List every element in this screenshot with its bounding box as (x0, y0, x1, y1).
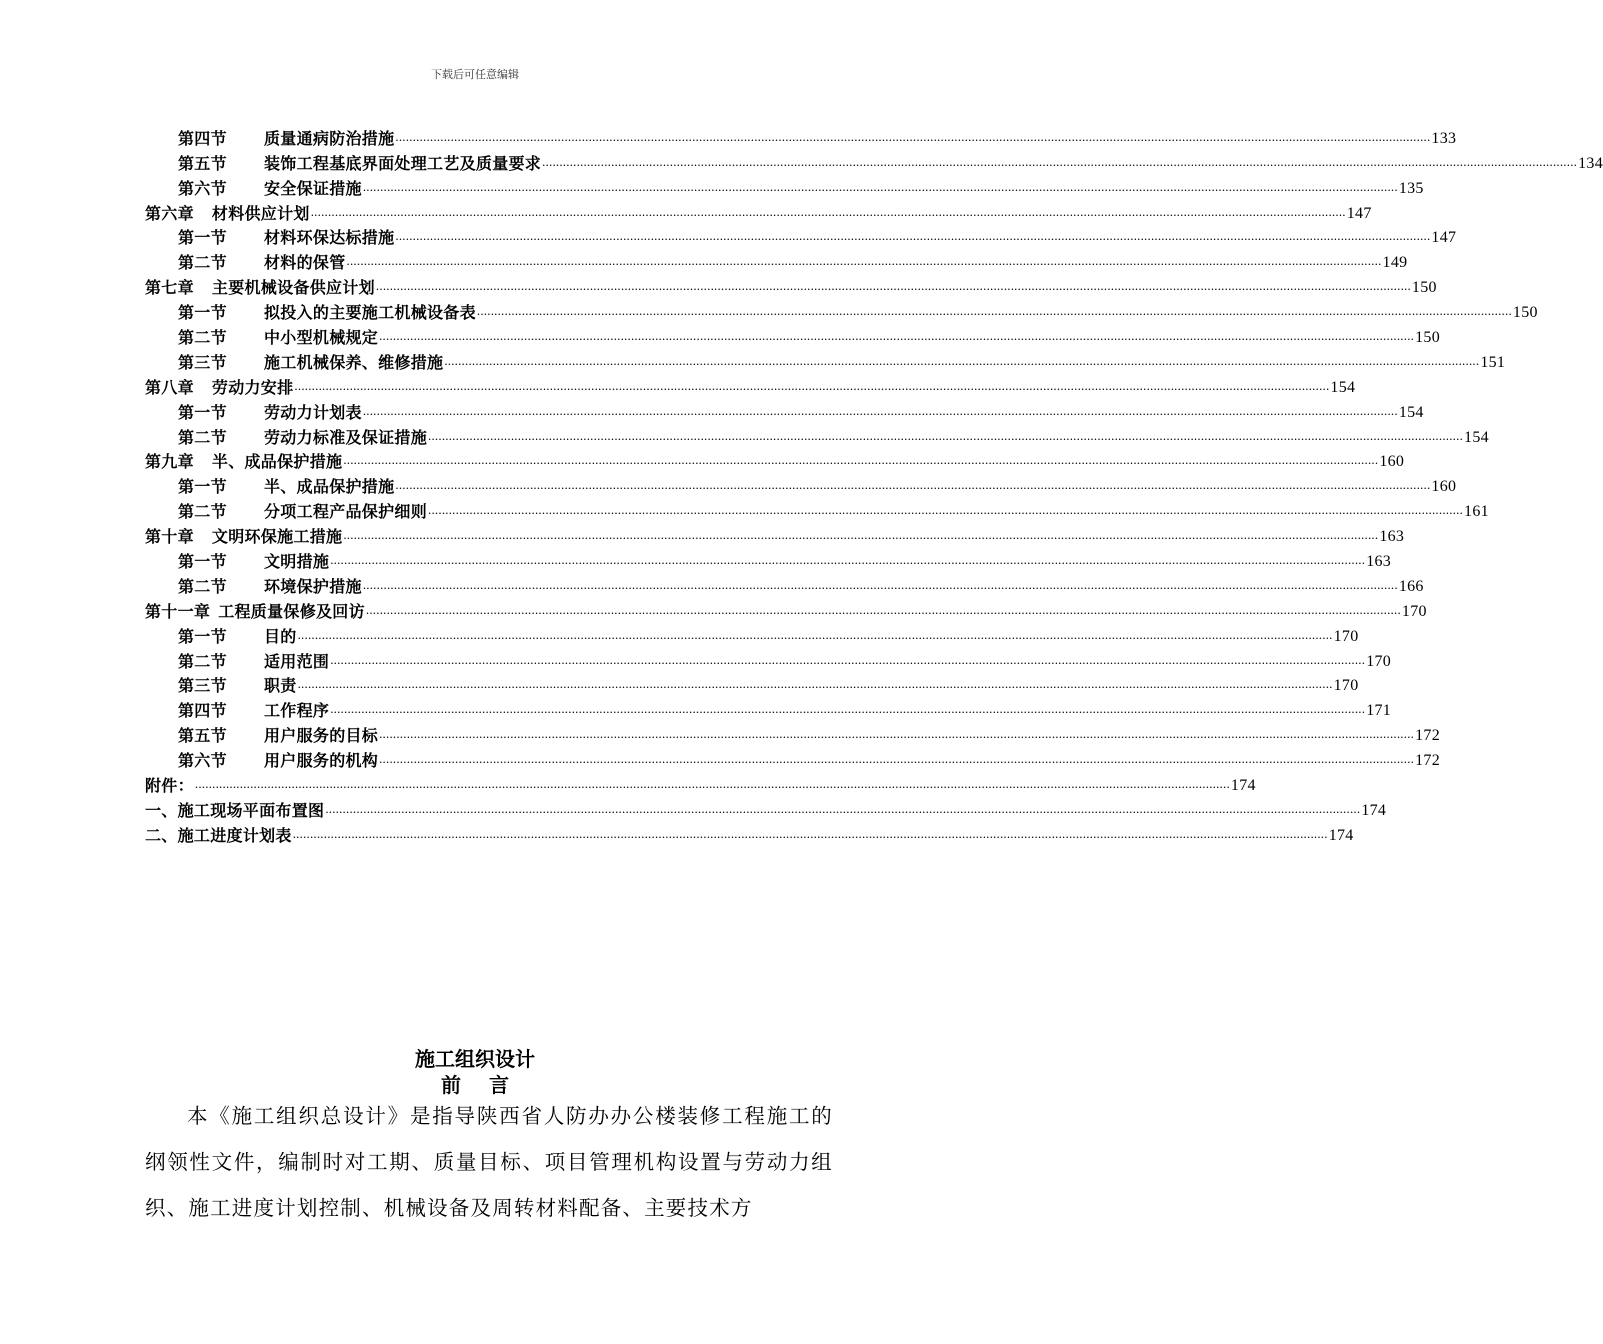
toc-entry-title: 装饰工程基底界面处理工艺及质量要求 (264, 153, 542, 173)
toc-entry[interactable] (145, 597, 1427, 622)
toc-entry[interactable] (145, 721, 1441, 746)
toc-entry-title: 主要机械设备供应计划 (211, 278, 375, 298)
toc-entry-title: 工程质量保修及回访 (218, 601, 365, 621)
toc-dot-leader: ............................................................................................................................................................................................................................................................................................................ (395, 477, 1431, 493)
toc-entry-page-number: 172 (1415, 727, 1441, 745)
toc-entry-page-number: 160 (1431, 478, 1457, 496)
toc-entry[interactable] (145, 647, 1392, 672)
toc-entry-number: 第一节 (178, 303, 227, 323)
toc-dot-leader: ............................................................................................................................................................................................................................................................................................................ (330, 701, 1366, 717)
toc-entry[interactable] (145, 124, 1457, 149)
toc-entry[interactable] (145, 696, 1392, 721)
toc-entry[interactable] (145, 672, 1359, 697)
toc-entry-page-number: 150 (1411, 279, 1437, 297)
toc-entry[interactable] (145, 622, 1359, 647)
toc-entry-page-number: 163 (1379, 528, 1405, 546)
toc-entry-title: 文明措施 (264, 552, 330, 572)
toc-dot-leader: ............................................................................................................................................................................................................................................................................................................ (343, 452, 1379, 468)
toc-entry-number: 第六节 (178, 178, 227, 198)
toc-entry-title: 工作程序 (264, 701, 330, 721)
toc-entry[interactable] (145, 398, 1424, 423)
toc-entry-number: 第二节 (178, 253, 227, 273)
toc-dot-leader: ............................................................................................................................................................................................................................................................................................................ (362, 402, 1398, 418)
document-title: 施工组织设计 (415, 1047, 535, 1071)
toc-entry-title: 一、施工现场平面布置图 (145, 800, 325, 820)
toc-entry-title: 材料环保达标措施 (264, 228, 395, 248)
toc-entry-title: 质量通病防治措施 (264, 128, 395, 148)
toc-entry-number: 第二节 (178, 427, 227, 447)
toc-entry-page-number: 154 (1398, 403, 1424, 421)
toc-dot-leader: ............................................................................................................................................................................................................................................................................................................ (365, 601, 1401, 617)
toc-entry-number: 第七章 (145, 278, 194, 298)
toc-entry[interactable] (145, 373, 1356, 398)
toc-entry-number: 第九章 (145, 452, 194, 472)
table-of-contents (145, 124, 1603, 846)
toc-entry-number: 第五节 (178, 726, 227, 746)
toc-entry-page-number: 166 (1398, 577, 1424, 595)
toc-dot-leader: ............................................................................................................................................................................................................................................................................................................ (330, 552, 1366, 568)
toc-dot-leader: ............................................................................................................................................................................................................................................................................................................ (343, 527, 1379, 543)
toc-entry-page-number: 154 (1464, 428, 1489, 446)
toc-entry-number: 第三节 (178, 676, 227, 696)
toc-entry[interactable] (145, 298, 1538, 323)
toc-entry-page-number: 172 (1415, 752, 1441, 770)
toc-entry-title: 中小型机械规定 (264, 328, 379, 348)
toc-entry-page-number: 170 (1366, 652, 1392, 670)
toc-dot-leader: ............................................................................................................................................................................................................................................................................................................ (542, 153, 1578, 169)
toc-entry-number: 第六章 (145, 203, 194, 223)
toc-entry[interactable] (145, 796, 1387, 821)
toc-entry-number: 第十一章 (145, 601, 211, 621)
toc-entry-title: 半、成品保护措施 (211, 452, 343, 472)
toc-entry[interactable] (145, 149, 1603, 174)
toc-entry-page-number: 161 (1464, 503, 1489, 521)
toc-entry-title: 拟投入的主要施工机械设备表 (264, 303, 476, 323)
toc-dot-leader: ............................................................................................................................................................................................................................................................................................................ (346, 253, 1382, 269)
toc-entry-title: 安全保证措施 (264, 178, 362, 198)
toc-entry-number: 第十章 (145, 527, 194, 547)
toc-dot-leader: ............................................................................................................................................................................................................................................................................................................ (379, 328, 1415, 344)
toc-entry[interactable] (145, 248, 1408, 273)
toc-entry-title: 施工机械保养、维修措施 (264, 352, 444, 372)
toc-entry-title: 劳动力安排 (211, 377, 294, 397)
toc-dot-leader: ............................................................................................................................................................................................................................................................................................................ (444, 352, 1480, 368)
toc-dot-leader: ............................................................................................................................................................................................................................................................................................................ (292, 825, 1328, 841)
toc-entry[interactable] (145, 771, 1256, 796)
toc-dot-leader: ............................................................................................................................................................................................................................................................................................................ (330, 651, 1366, 667)
toc-entry-page-number: 133 (1431, 129, 1457, 147)
toc-entry-number: 第六节 (178, 751, 227, 771)
toc-entry-title: 材料供应计划 (211, 203, 310, 223)
toc-entry-number: 第一节 (178, 552, 227, 572)
toc-entry[interactable] (145, 323, 1441, 348)
toc-entry-title: 材料的保管 (264, 253, 346, 273)
toc-entry-number: 第五节 (178, 153, 227, 173)
toc-entry-number: 第一节 (178, 402, 227, 422)
toc-entry-title: 劳动力计划表 (264, 402, 362, 422)
toc-entry[interactable] (145, 472, 1457, 497)
toc-entry-number: 第二节 (178, 651, 227, 671)
toc-entry[interactable] (145, 448, 1405, 473)
toc-dot-leader: ............................................................................................................................................................................................................................................................................................................ (297, 676, 1333, 692)
toc-entry-page-number: 134 (1578, 154, 1603, 172)
preface-paragraph: 本《施工组织总设计》是指导陕西省人防办办公楼装修工程施工的纲领性文件，编制时对工期、质量目标、项目管理机构设置与劳动力组织、施工进度计划控制、机械设备及周转材料配备、主要技术方 (145, 1104, 833, 1220)
toc-entry[interactable] (145, 174, 1424, 199)
toc-dot-leader: ............................................................................................................................................................................................................................................................................................................ (476, 303, 1512, 319)
toc-entry-title: 用户服务的目标 (264, 726, 379, 746)
toc-entry-page-number: 170 (1333, 677, 1359, 695)
toc-dot-leader: ............................................................................................................................................................................................................................................................................................................ (428, 502, 1464, 518)
toc-entry-page-number: 149 (1382, 254, 1408, 272)
toc-entry-page-number: 160 (1379, 453, 1405, 471)
toc-entry[interactable] (145, 199, 1372, 224)
toc-entry-title: 文明环保施工措施 (211, 527, 343, 547)
toc-entry[interactable] (145, 572, 1424, 597)
toc-entry-title: 劳动力标准及保证措施 (264, 427, 428, 447)
toc-entry-number: 第二节 (178, 328, 227, 348)
toc-entry-title: 附件： (145, 776, 194, 796)
toc-entry-title: 半、成品保护措施 (264, 477, 395, 497)
toc-entry[interactable] (145, 522, 1405, 547)
toc-entry-page-number: 147 (1346, 204, 1372, 222)
toc-entry-page-number: 163 (1366, 553, 1392, 571)
preface-heading: 前言 (441, 1073, 537, 1097)
toc-entry-number: 第三节 (178, 352, 227, 372)
toc-entry-number: 第四节 (178, 701, 227, 721)
toc-entry[interactable] (145, 224, 1457, 249)
toc-entry-page-number: 170 (1401, 602, 1427, 620)
toc-entry-page-number: 171 (1366, 702, 1392, 720)
toc-dot-leader: ............................................................................................................................................................................................................................................................................................................ (362, 178, 1398, 194)
toc-entry-title: 分项工程产品保护细则 (264, 502, 428, 522)
toc-entry-title: 职责 (264, 676, 297, 696)
toc-entry-title: 二、施工进度计划表 (145, 825, 292, 845)
toc-dot-leader: ............................................................................................................................................................................................................................................................................................................ (194, 776, 1230, 792)
toc-dot-leader: ............................................................................................................................................................................................................................................................................................................ (294, 377, 1330, 393)
toc-entry-page-number: 150 (1512, 304, 1538, 322)
toc-dot-leader: ............................................................................................................................................................................................................................................................................................................ (379, 751, 1415, 767)
toc-entry[interactable] (145, 547, 1392, 572)
toc-dot-leader: ............................................................................................................................................................................................................................................................................................................ (297, 626, 1333, 642)
toc-entry-page-number: 151 (1480, 353, 1506, 371)
toc-entry-page-number: 174 (1328, 826, 1354, 844)
toc-entry-number: 第四节 (178, 128, 227, 148)
toc-entry-title: 用户服务的机构 (264, 751, 379, 771)
toc-entry-number: 第二节 (178, 502, 227, 522)
toc-entry-page-number: 170 (1333, 627, 1359, 645)
toc-dot-leader: ............................................................................................................................................................................................................................................................................................................ (375, 278, 1411, 294)
toc-dot-leader: ............................................................................................................................................................................................................................................................................................................ (395, 128, 1431, 144)
toc-entry-page-number: 174 (1361, 801, 1387, 819)
toc-dot-leader: ............................................................................................................................................................................................................................................................................................................ (428, 427, 1464, 443)
toc-entry-number: 第一节 (178, 626, 227, 646)
toc-dot-leader: ............................................................................................................................................................................................................................................................................................................ (395, 228, 1431, 244)
toc-entry-page-number: 147 (1431, 229, 1457, 247)
toc-entry-title: 适用范围 (264, 651, 330, 671)
toc-entry-page-number: 154 (1330, 378, 1356, 396)
toc-dot-leader: ............................................................................................................................................................................................................................................................................................................ (362, 576, 1398, 592)
toc-entry[interactable] (145, 348, 1506, 373)
page-header-note: 下载后可任意编辑 (431, 68, 519, 81)
toc-entry-number: 第一节 (178, 477, 227, 497)
toc-dot-leader: ............................................................................................................................................................................................................................................................................................................ (325, 800, 1361, 816)
toc-entry[interactable] (145, 273, 1437, 298)
toc-dot-leader: ............................................................................................................................................................................................................................................................................................................ (379, 726, 1415, 742)
toc-entry[interactable] (145, 746, 1441, 771)
toc-entry[interactable] (145, 497, 1489, 522)
toc-entry-title: 环境保护措施 (264, 576, 362, 596)
toc-entry-number: 第一节 (178, 228, 227, 248)
toc-dot-leader: ............................................................................................................................................................................................................................................................................................................ (310, 203, 1346, 219)
toc-entry-number: 第八章 (145, 377, 194, 397)
toc-entry-page-number: 150 (1415, 329, 1441, 347)
toc-entry-page-number: 135 (1398, 179, 1424, 197)
toc-entry[interactable] (145, 423, 1489, 448)
toc-entry-page-number: 174 (1230, 777, 1256, 795)
toc-entry-title: 目的 (264, 626, 297, 646)
toc-entry[interactable] (145, 821, 1354, 846)
toc-entry-number: 第二节 (178, 576, 227, 596)
